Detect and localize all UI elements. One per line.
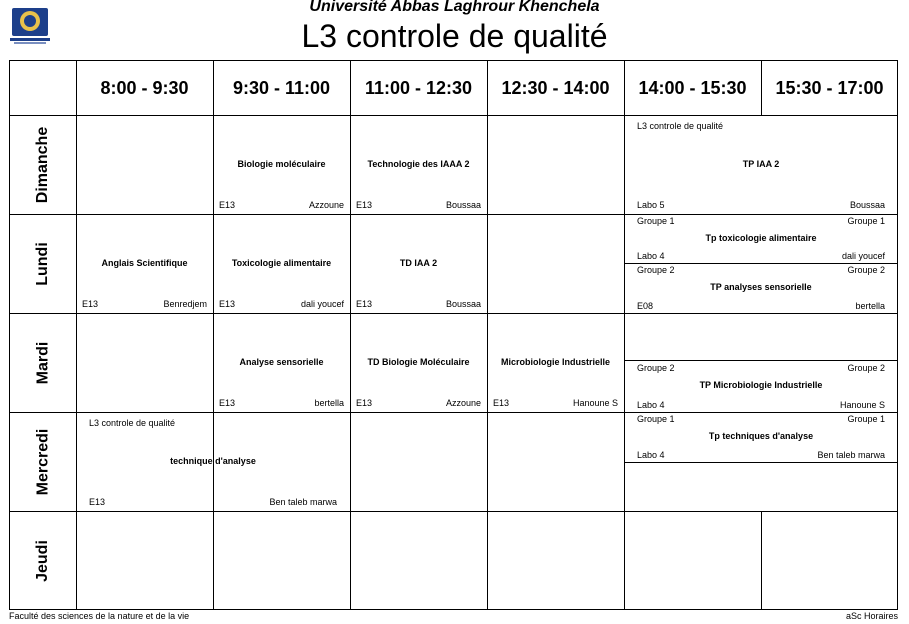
session-lun-tp2[interactable]: [624, 263, 898, 313]
session-room: Labo 4: [637, 450, 665, 460]
time-slot-4: 12:30 - 14:00: [501, 77, 610, 98]
time-slot-6: 15:30 - 17:00: [775, 77, 884, 98]
session-dim-tp[interactable]: [624, 115, 898, 214]
session-mar-micro[interactable]: [487, 313, 624, 412]
session-teacher: dali youcef: [300, 299, 344, 309]
session-lun-anglais[interactable]: [76, 214, 213, 313]
session-group: Groupe 1: [637, 414, 675, 424]
session-room: E13: [356, 299, 373, 309]
session-teacher: Azzoune: [308, 200, 344, 210]
session-subject: TP IAA 2: [742, 159, 780, 169]
session-subject: technique d'analyse: [170, 456, 256, 466]
session-teacher: Boussaa: [445, 200, 481, 210]
day-dimanche: Dimanche: [34, 126, 51, 203]
time-slot-3: 11:00 - 12:30: [364, 77, 473, 98]
session-subject: Tp techniques d'analyse: [708, 431, 814, 441]
session-group: Groupe 2: [637, 265, 675, 275]
session-group: Groupe 2: [637, 363, 675, 373]
session-teacher: Azzoune: [445, 398, 481, 408]
session-class: L3 controle de qualité: [89, 418, 176, 428]
session-subject: TD IAA 2: [399, 258, 438, 268]
session-subject: Anglais Scientifique: [101, 258, 188, 268]
session-subject: Toxicologie alimentaire: [231, 258, 332, 268]
session-subject: Biologie moléculaire: [237, 159, 326, 169]
session-dim-tech[interactable]: [350, 115, 487, 214]
session-room: Labo 4: [637, 400, 665, 410]
session-group: Groupe 1: [637, 216, 675, 226]
day-mardi: Mardi: [33, 341, 51, 384]
session-dim-bio[interactable]: [213, 115, 350, 214]
session-room: E13: [219, 299, 236, 309]
page-title: L3 controle de qualité: [301, 18, 608, 54]
time-slot-1: 8:00 - 9:30: [100, 77, 189, 98]
timetable-grid: [9, 60, 898, 610]
day-lundi: Lundi: [33, 241, 51, 286]
day-mercredi: Mercredi: [34, 428, 52, 495]
session-mer-tp1[interactable]: [624, 412, 898, 462]
session-mar-td[interactable]: [350, 313, 487, 412]
footer-generator: aSc Horaires: [845, 611, 898, 621]
session-teacher: Hanoune S: [572, 398, 618, 408]
session-mar-tp2[interactable]: [624, 360, 898, 412]
session-teacher: Hanoune S: [839, 400, 885, 410]
session-teacher: Ben taleb marwa: [269, 497, 337, 507]
session-group: Groupe 1: [847, 414, 885, 424]
session-lun-tox[interactable]: [213, 214, 350, 313]
session-room: Labo 5: [637, 200, 665, 210]
time-slot-5: 14:00 - 15:30: [638, 77, 747, 98]
session-mar-analyse[interactable]: [213, 313, 350, 412]
session-subject: Technologie des IAAA 2: [367, 159, 470, 169]
session-teacher: dali youcef: [841, 251, 885, 261]
session-lun-td[interactable]: [350, 214, 487, 313]
session-teacher: Boussaa: [849, 200, 885, 210]
session-subject: TP Microbiologie Industrielle: [699, 380, 823, 390]
session-teacher: Ben taleb marwa: [817, 450, 885, 460]
session-room: E13: [219, 200, 236, 210]
session-group: Groupe 1: [847, 216, 885, 226]
session-mer-tech[interactable]: [76, 412, 350, 511]
session-lun-tp1[interactable]: [624, 214, 898, 263]
session-group: Groupe 2: [847, 265, 885, 275]
session-room: E13: [89, 497, 106, 507]
session-room: E13: [493, 398, 510, 408]
session-room: E13: [356, 398, 373, 408]
session-subject: Tp toxicologie alimentaire: [705, 233, 817, 243]
session-subject: Analyse sensorielle: [239, 357, 324, 367]
session-room: E13: [219, 398, 236, 408]
session-subject: TD Biologie Moléculaire: [367, 357, 470, 367]
session-room: E13: [356, 200, 373, 210]
session-subject: TP analyses sensorielle: [710, 282, 812, 292]
session-room: Labo 4: [637, 251, 665, 261]
footer-faculty: Faculté des sciences de la nature et de la vie: [9, 611, 190, 621]
session-room: E13: [82, 299, 99, 309]
session-teacher: Boussaa: [445, 299, 481, 309]
time-slot-2: 9:30 - 11:00: [232, 77, 331, 98]
university-name: Université Abbas Laghrour Khenchela: [309, 0, 600, 15]
session-class: L3 controle de qualité: [637, 121, 724, 131]
session-teacher: Benredjem: [163, 299, 207, 309]
session-teacher: bertella: [855, 301, 885, 311]
session-subject: Microbiologie Industrielle: [500, 357, 610, 367]
session-group: Groupe 2: [847, 363, 885, 373]
day-jeudi: Jeudi: [33, 539, 51, 582]
session-teacher: bertella: [314, 398, 344, 408]
session-room: E08: [637, 301, 654, 311]
